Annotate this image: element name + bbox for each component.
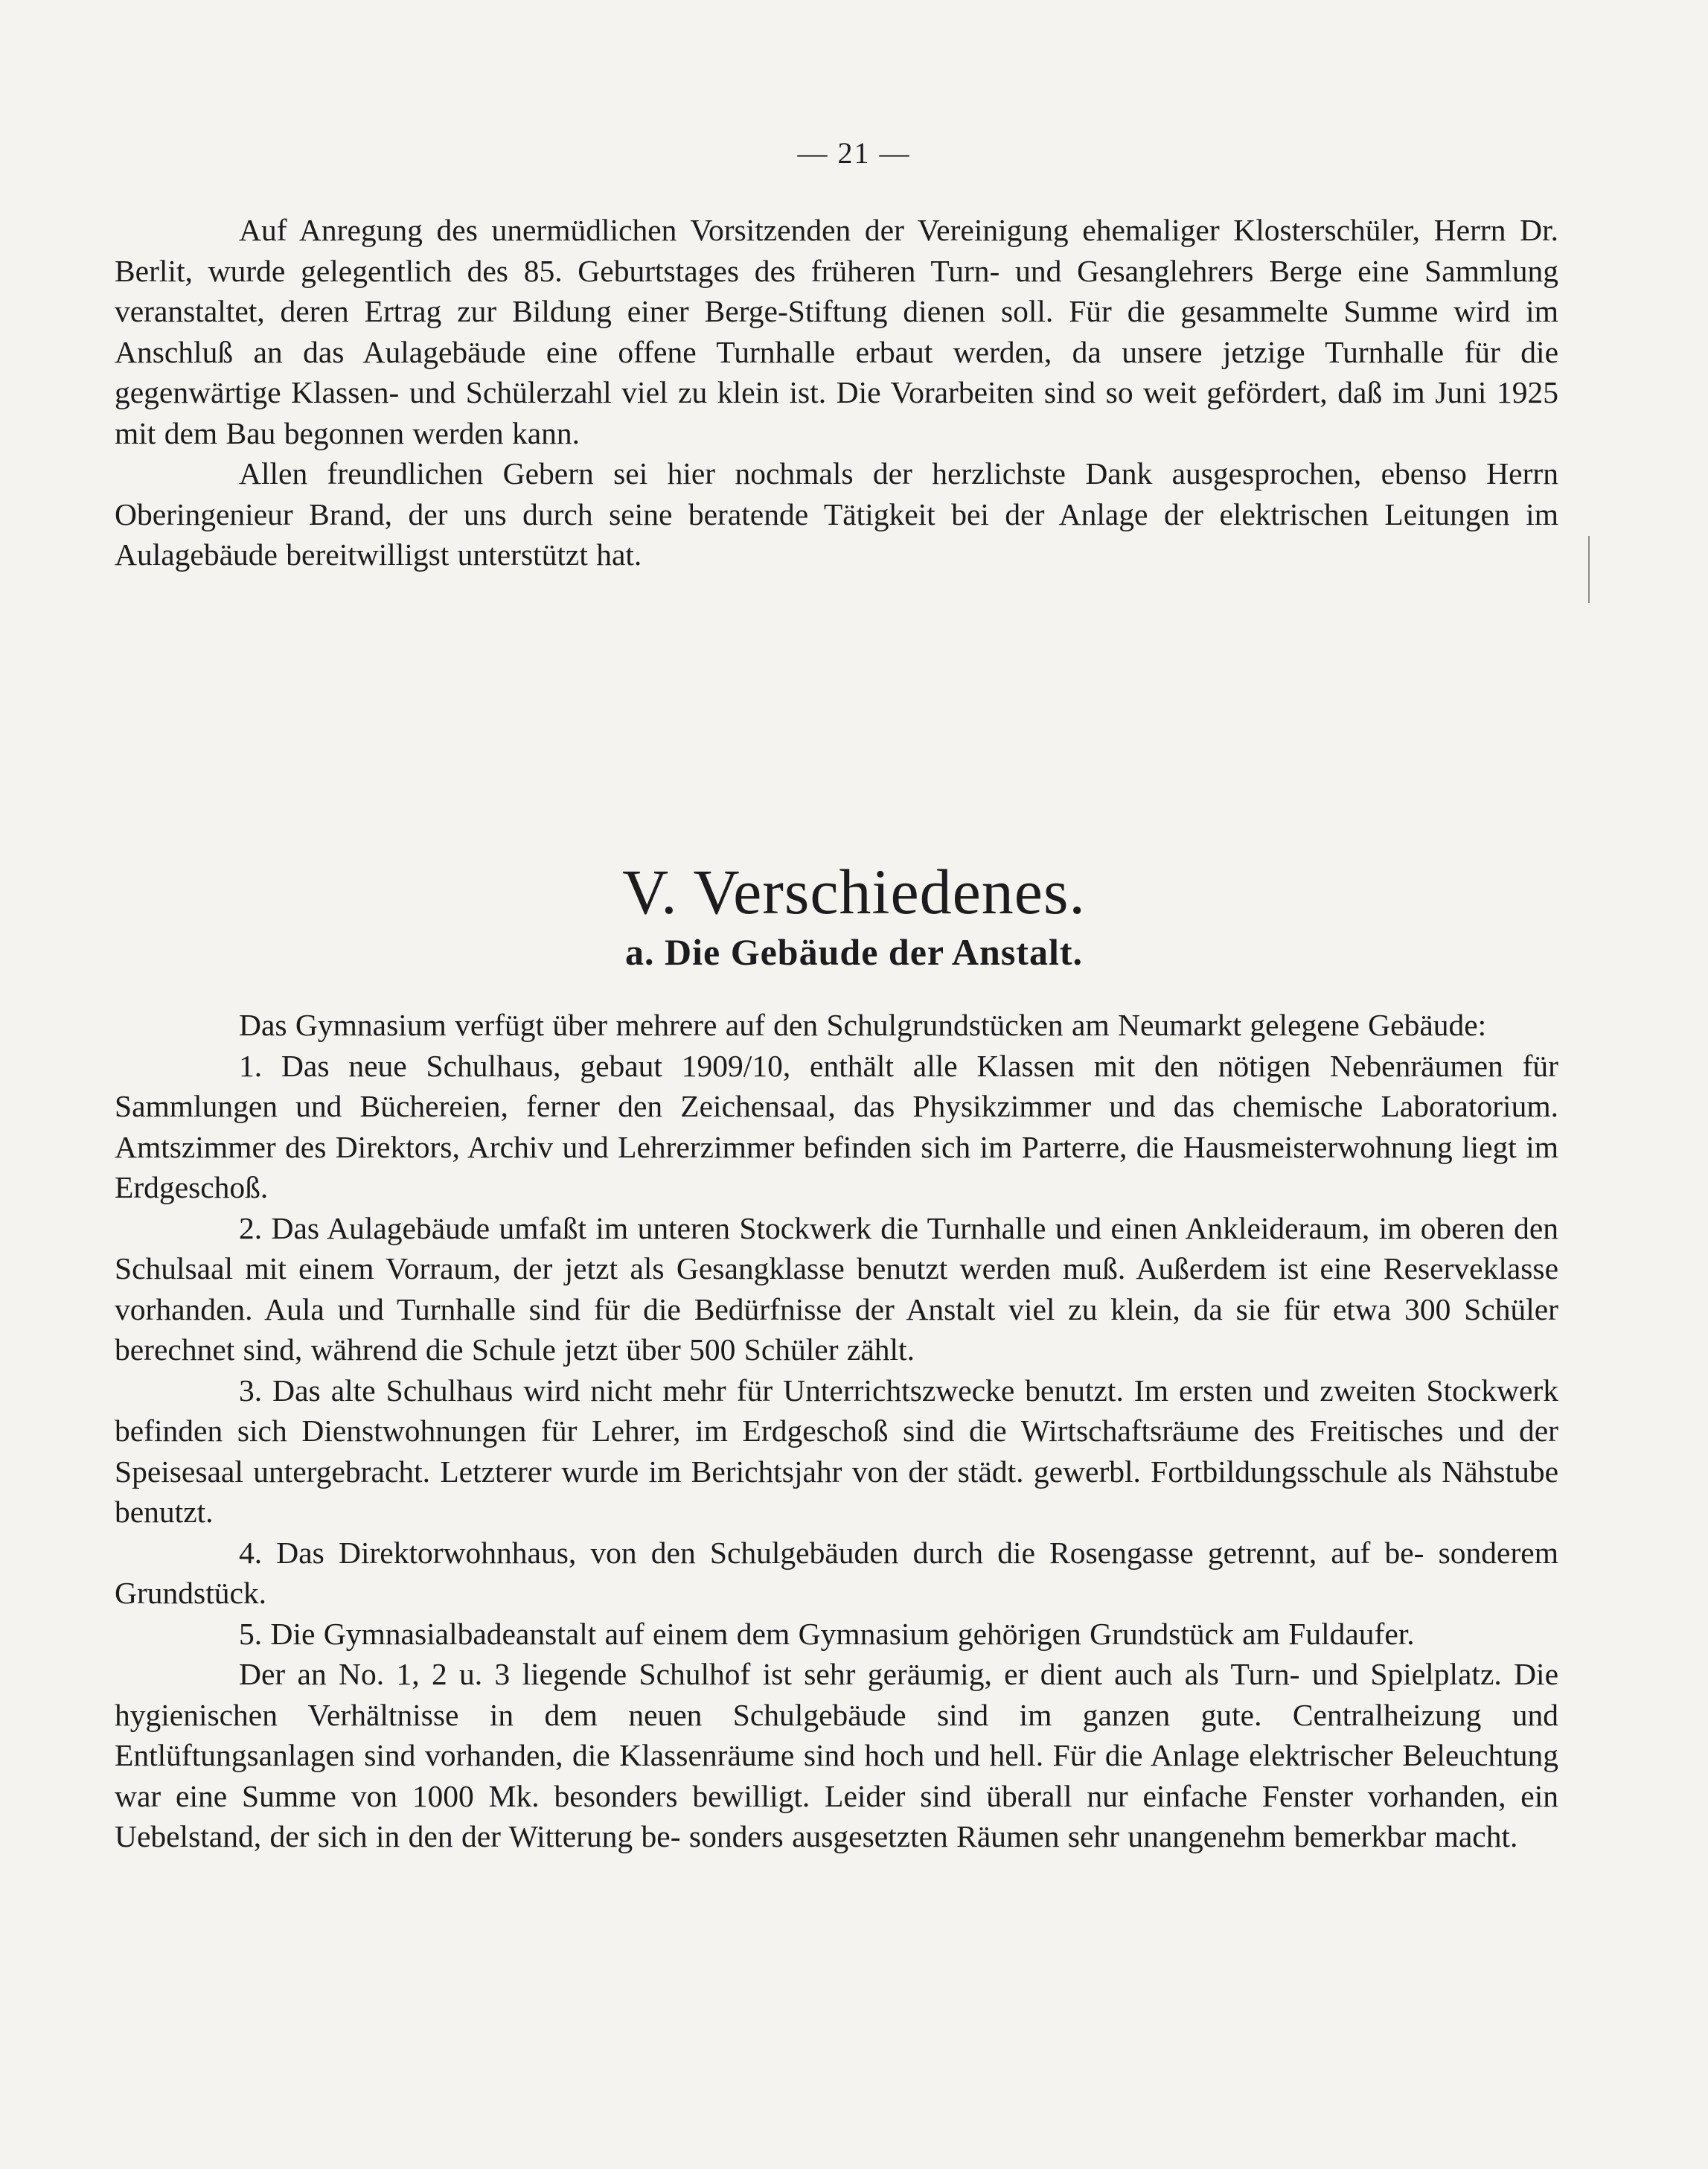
section-title: V. Verschiedenes.: [622, 855, 1086, 927]
paragraph-bath-facility: 5. Die Gymnasialbadeanstalt auf einem dem Gymnasium gehörigen Grundstück am Fuldaufer.: [239, 1616, 1415, 1651]
paragraph-new-schoolhouse: 1. Das neue Schulhaus, gebaut 1909/10, enthält alle Klassen mit den nötigen Nebenräumen für Sammlungen und Büchereien, ferner den Zeichensaal, das Physikzimmer und das chemische Laboratorium. Amtszimmer des Direktors, Archiv und Lehrerzimmer befinden sich im Parterre, die Hausmeisterwohnung liegt im Erdgeschoß.: [115, 1048, 1558, 1204]
paragraph-aula-building: 2. Das Aulagebäude umfaßt im unteren Stockwerk die Turnhalle und einen Ankleideraum, im oberen den Schulsaal mit einem Vorraum, der jetzt als Gesangklasse benutzt werden muß. Außerdem ist eine Reserveklasse vorhanden. Aula und Turnhalle sind für die Bedürfnisse der Anstalt viel zu klein, da sie für etwa 300 Schüler berechnet sind, während die Schule jetzt über 500 Schüler zählt.: [115, 1210, 1558, 1367]
body-text: [115, 1005, 1558, 1857]
margin-line: [1588, 536, 1590, 603]
intro-text: [115, 210, 1558, 575]
paragraph-thanks: Allen freundlichen Gebern sei hier nochmals der herzlichste Dank ausgesprochen, ebenso Herrn Oberingenieur Brand, der uns durch seine beratende Tätigkeit bei der Anlage der elektrischen Leitungen im Aulagebäude bereitwilligst unterstützt hat.: [115, 456, 1558, 572]
paragraph-berge-stiftung: Auf Anregung des unermüdlichen Vorsitzenden der Vereinigung ehemaliger Klosterschüler, Herrn Dr. Berlit, wurde gelegentlich des 85. Geburtstages des früheren Turn- und Gesanglehrers Berge eine Sammlung veranstaltet, deren Ertrag zur Bildung einer Berge-Stiftung dienen soll. Für die gesammelte Summe wird im Anschluß an das Aulagebäude eine offene Turnhalle erbaut werden, da unsere jetzige Turnhalle für die gegenwärtige Klassen- und Schülerzahl viel zu klein ist. Die Vorarbeiten sind so weit gefördert, daß im Juni 1925 mit dem Bau begonnen werden kann.: [115, 213, 1558, 450]
paragraph-director-house: 4. Das Direktorwohnhaus, von den Schulgebäuden durch die Rosengasse getrennt, auf be- sonderem Grundstück.: [115, 1535, 1558, 1610]
page-number: — 21 —: [797, 136, 911, 170]
paragraph-schoolyard: Der an No. 1, 2 u. 3 liegende Schulhof ist sehr geräumig, er dient auch als Turn- und Spielplatz. Die hygienischen Verhältnisse in dem neuen Schulgebäude sind im ganzen gute. Centralheizung und Entlüftungsanlagen sind vorhanden, die Klassenräume sind hoch und hell. Für die Anlage elektrischer Beleuchtung war eine Summe von 1000 Mk. besonders bewilligt. Leider sind überall nur einfache Fenster vorhanden, ein Uebelstand, der sich in den der Witterung be- sonders ausgesetzten Räumen sehr unangenehm bemerkbar macht.: [115, 1657, 1558, 1853]
section-subtitle: a. Die Gebäude der Anstalt.: [625, 930, 1083, 973]
paragraph-buildings-intro: Das Gymnasium verfügt über mehrere auf den Schulgrundstücken am Neumarkt gelegene Gebäude:: [239, 1008, 1487, 1042]
paragraph-old-schoolhouse: 3. Das alte Schulhaus wird nicht mehr für Unterrichtszwecke benutzt. Im ersten und zweiten Stockwerk befinden sich Dienstwohnungen für Lehrer, im Erdgeschoß sind die Wirtschaftsräume des Freitisches und der Speisesaal untergebracht. Letzterer wurde im Berichtsjahr von der städt. gewerbl. Fortbildungsschule als Nähstube benutzt.: [115, 1373, 1558, 1529]
